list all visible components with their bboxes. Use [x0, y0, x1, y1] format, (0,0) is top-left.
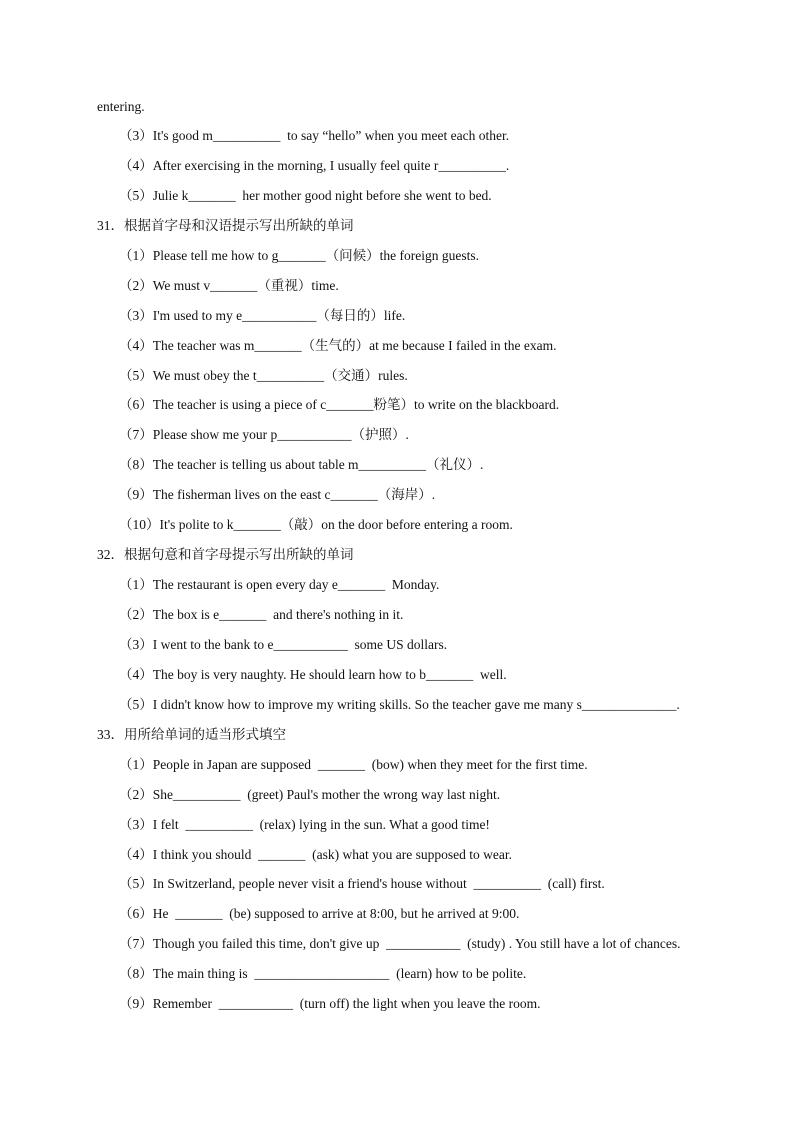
q33-item-8: （8）The main thing is ____________________ (learn) how to be polite.	[119, 966, 527, 981]
q32-item-3: （3）I went to the bank to e___________ some US dollars.	[119, 637, 448, 652]
q31-title: 31．根据首字母和汉语提示写出所缺的单词	[97, 218, 354, 233]
q33-item-1: （1）People in Japan are supposed _______ (bow) when they meet for the first time.	[119, 757, 588, 772]
q31-item-6: （6）The teacher is using a piece of c_______粉笔）to write on the blackboard.	[119, 397, 560, 412]
q33-item-3: （3）I felt __________ (relax) lying in the sun. What a good time!	[119, 817, 490, 832]
q31-item-2: （2）We must v_______（重视）time.	[119, 278, 339, 293]
q32-item-4: （4）The boy is very naughty. He should learn how to b_______ well.	[119, 667, 507, 682]
q32-item-2: （2）The box is e_______ and there's nothing in it.	[119, 607, 404, 622]
q33-item-7: （7）Though you failed this time, don't give up ___________ (study) . You still have a lot of chances.	[119, 936, 681, 951]
continuation-text: entering.	[97, 99, 145, 114]
q31-item-5: （5）We must obey the t__________（交通）rules.	[119, 368, 408, 383]
q31-item-4: （4）The teacher was m_______（生气的）at me because I failed in the exam.	[119, 338, 557, 353]
q32-item-5: （5）I didn't know how to improve my writing skills. So the teacher gave me many s______________.	[119, 697, 680, 712]
q30-item-3: （3）It's good m__________ to say “hello” when you meet each other.	[119, 128, 510, 143]
q33-item-9: （9）Remember ___________ (turn off) the light when you leave the room.	[119, 996, 541, 1011]
q33-title: 33．用所给单词的适当形式填空	[97, 727, 286, 742]
q33-item-2: （2）She__________ (greet) Paul's mother the wrong way last night.	[119, 787, 501, 802]
q30-item-5: （5）Julie k_______ her mother good night before she went to bed.	[119, 188, 492, 203]
q30-item-4: （4）After exercising in the morning, I usually feel quite r__________.	[119, 158, 510, 173]
q31-item-9: （9）The fisherman lives on the east c_______（海岸）.	[119, 487, 436, 502]
q32-item-1: （1）The restaurant is open every day e_______ Monday.	[119, 577, 440, 592]
q31-item-10: （10）It's polite to k_______（敲）on the door before entering a room.	[119, 517, 513, 532]
q31-item-8: （8）The teacher is telling us about table m__________（礼仪）.	[119, 457, 484, 472]
q31-item-3: （3）I'm used to my e___________（每日的）life.	[119, 308, 406, 323]
q31-item-7: （7）Please show me your p___________（护照）.	[119, 427, 409, 442]
q32-title: 32．根据句意和首字母提示写出所缺的单词	[97, 547, 354, 562]
q33-item-6: （6）He _______ (be) supposed to arrive at 8:00, but he arrived at 9:00.	[119, 906, 520, 921]
q31-item-1: （1）Please tell me how to g_______（问候）the foreign guests.	[119, 248, 479, 263]
q33-item-5: （5）In Switzerland, people never visit a friend's house without __________ (call) first.	[119, 876, 605, 891]
q33-item-4: （4）I think you should _______ (ask) what you are supposed to wear.	[119, 847, 512, 862]
